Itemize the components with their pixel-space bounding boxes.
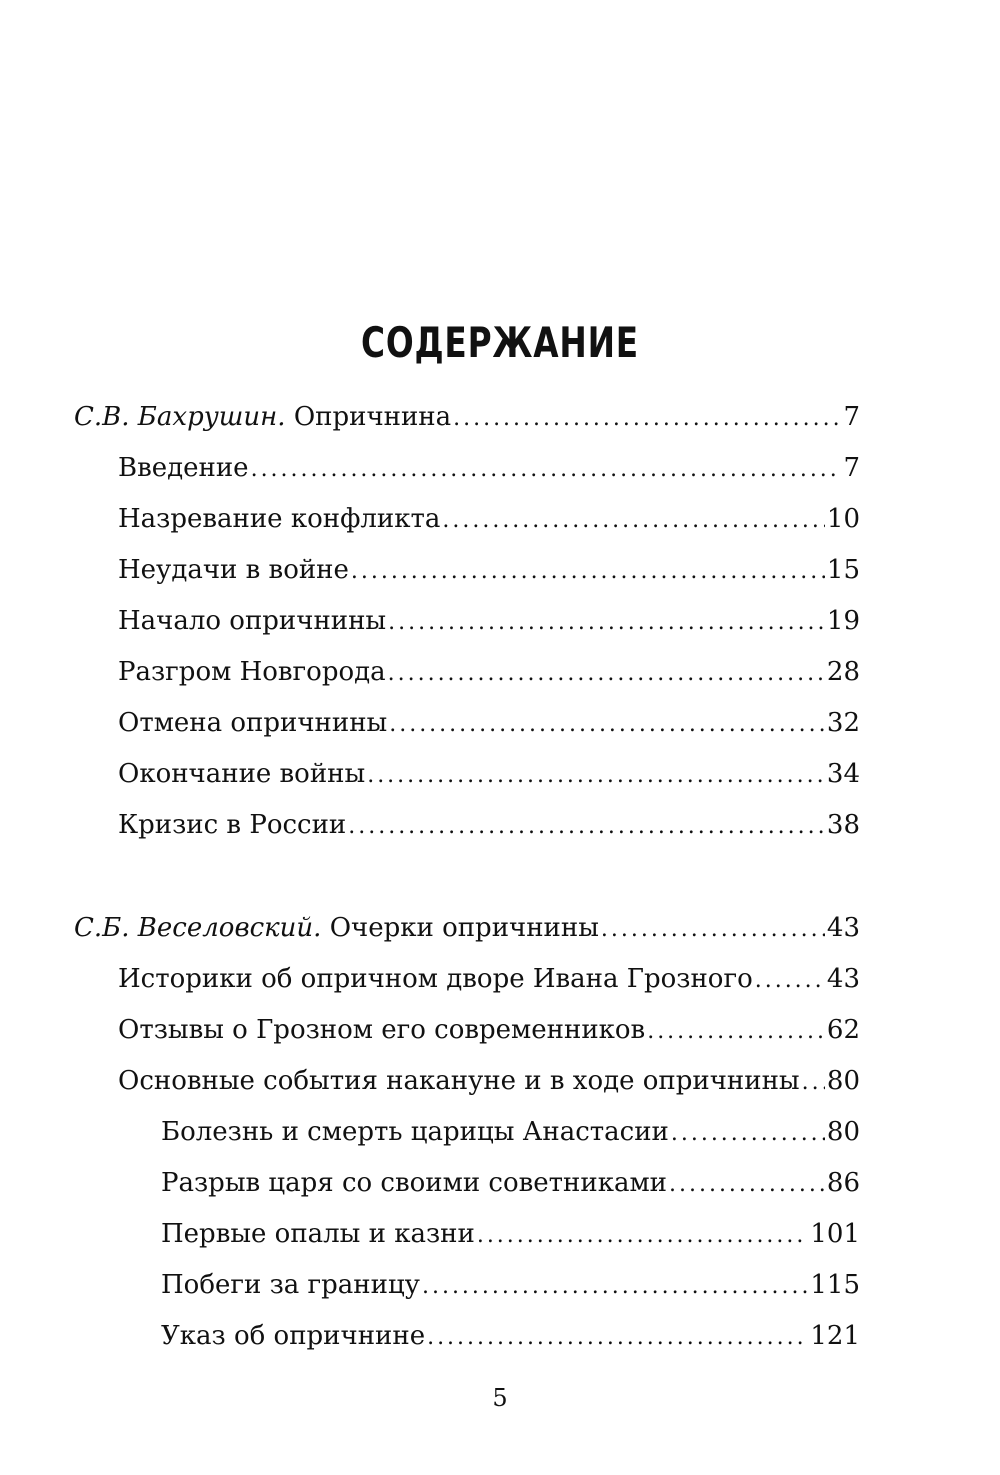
toc-subentry-page: 86: [826, 1168, 860, 1198]
toc-entry[interactable]: [118, 451, 860, 487]
dot-leader: [389, 708, 825, 742]
toc-entry-title: Начало опричнины: [118, 606, 387, 636]
toc-subentry-title: Указ об опричнине: [161, 1321, 426, 1351]
dot-leader: [647, 1015, 825, 1049]
toc-subentry[interactable]: [161, 1268, 860, 1304]
toc-subentry-title: Болезнь и смерть царицы Анастасии: [161, 1117, 669, 1147]
toc-entry-title: Кризис в России: [118, 810, 347, 840]
toc-subentry-page: 121: [810, 1321, 860, 1351]
toc-subentry-page: 101: [810, 1219, 860, 1249]
toc-entry-page: 80: [826, 1066, 860, 1096]
toc-entry[interactable]: [118, 604, 860, 640]
toc-section-2[interactable]: [74, 911, 860, 947]
toc-entry-title: Разгром Новгорода: [118, 657, 386, 687]
toc-subentry-title: Побеги за границу: [161, 1270, 420, 1300]
toc-subentry[interactable]: [161, 1166, 860, 1202]
toc-subentry-title: Первые опалы и казни: [161, 1219, 475, 1249]
dot-leader: [755, 964, 825, 998]
toc-entry[interactable]: [118, 962, 860, 998]
toc-entry-title: Неудачи в войне: [118, 555, 349, 585]
dot-leader: [669, 1168, 825, 1202]
toc-entry[interactable]: [118, 502, 860, 538]
toc-entry-title: Историки об опричном дворе Ивана Грозного: [118, 964, 753, 994]
page-title: СОДЕРЖАНИЕ: [361, 318, 639, 367]
toc-entry-page: 7: [843, 453, 860, 483]
toc-entry[interactable]: [118, 1013, 860, 1049]
dot-leader: [477, 1219, 809, 1253]
dot-leader: [601, 913, 825, 947]
dot-leader: [453, 402, 841, 436]
section-1-author: С.В. Бахрушин.: [74, 402, 286, 432]
section-1-title: Опричнина: [293, 402, 452, 432]
dot-leader: [388, 657, 825, 691]
toc-subentry[interactable]: [161, 1115, 860, 1151]
toc-entry-page: 19: [826, 606, 860, 636]
page-number: 5: [492, 1384, 508, 1412]
section-2-title: Очерки опричнины: [329, 913, 599, 943]
dot-leader: [348, 810, 825, 844]
section-1-page: 7: [843, 402, 860, 432]
section-2-page: 43: [826, 913, 860, 943]
toc-entry-page: 10: [826, 504, 860, 534]
section-2-author: С.Б. Веселовский.: [74, 913, 322, 943]
toc-entry-page: 28: [826, 657, 860, 687]
toc-entry-title: Отзывы о Грозном его современников: [118, 1015, 646, 1045]
dot-leader: [388, 606, 825, 640]
toc-entry[interactable]: [118, 553, 860, 589]
toc-subentry[interactable]: [161, 1217, 860, 1253]
toc-section-1[interactable]: [74, 400, 860, 436]
toc-entry-title: Окончание войны: [118, 759, 366, 789]
toc-subentry-page: 80: [826, 1117, 860, 1147]
dot-leader: [427, 1321, 808, 1355]
toc-entry[interactable]: [118, 808, 860, 844]
toc-entry-page: 15: [826, 555, 860, 585]
toc-entry-title: Отмена опричнины: [118, 708, 388, 738]
toc-entry-page: 38: [826, 810, 860, 840]
toc-entry[interactable]: [118, 655, 860, 691]
dot-leader: [251, 453, 842, 487]
toc-entry-page: 34: [826, 759, 860, 789]
dot-leader: [802, 1066, 825, 1100]
toc-entry-page: 43: [826, 964, 860, 994]
dot-leader: [671, 1117, 825, 1151]
toc-entry[interactable]: [118, 706, 860, 742]
toc-entry-title: Основные события накануне и в ходе опричнины: [118, 1066, 800, 1096]
toc-entry-title: Назревание конфликта: [118, 504, 441, 534]
toc-entry-title: Введение: [118, 453, 249, 483]
dot-leader: [442, 504, 825, 538]
toc-entry-page: 62: [826, 1015, 860, 1045]
toc-subentry-title: Разрыв царя со своими советниками: [161, 1168, 668, 1198]
toc-entry[interactable]: [118, 1064, 860, 1100]
toc-subentry[interactable]: [161, 1319, 860, 1355]
toc-entry[interactable]: [118, 757, 860, 793]
dot-leader: [422, 1270, 808, 1304]
toc-subentry-page: 115: [810, 1270, 860, 1300]
toc-entry-page: 32: [826, 708, 860, 738]
dot-leader: [351, 555, 825, 589]
dot-leader: [367, 759, 825, 793]
